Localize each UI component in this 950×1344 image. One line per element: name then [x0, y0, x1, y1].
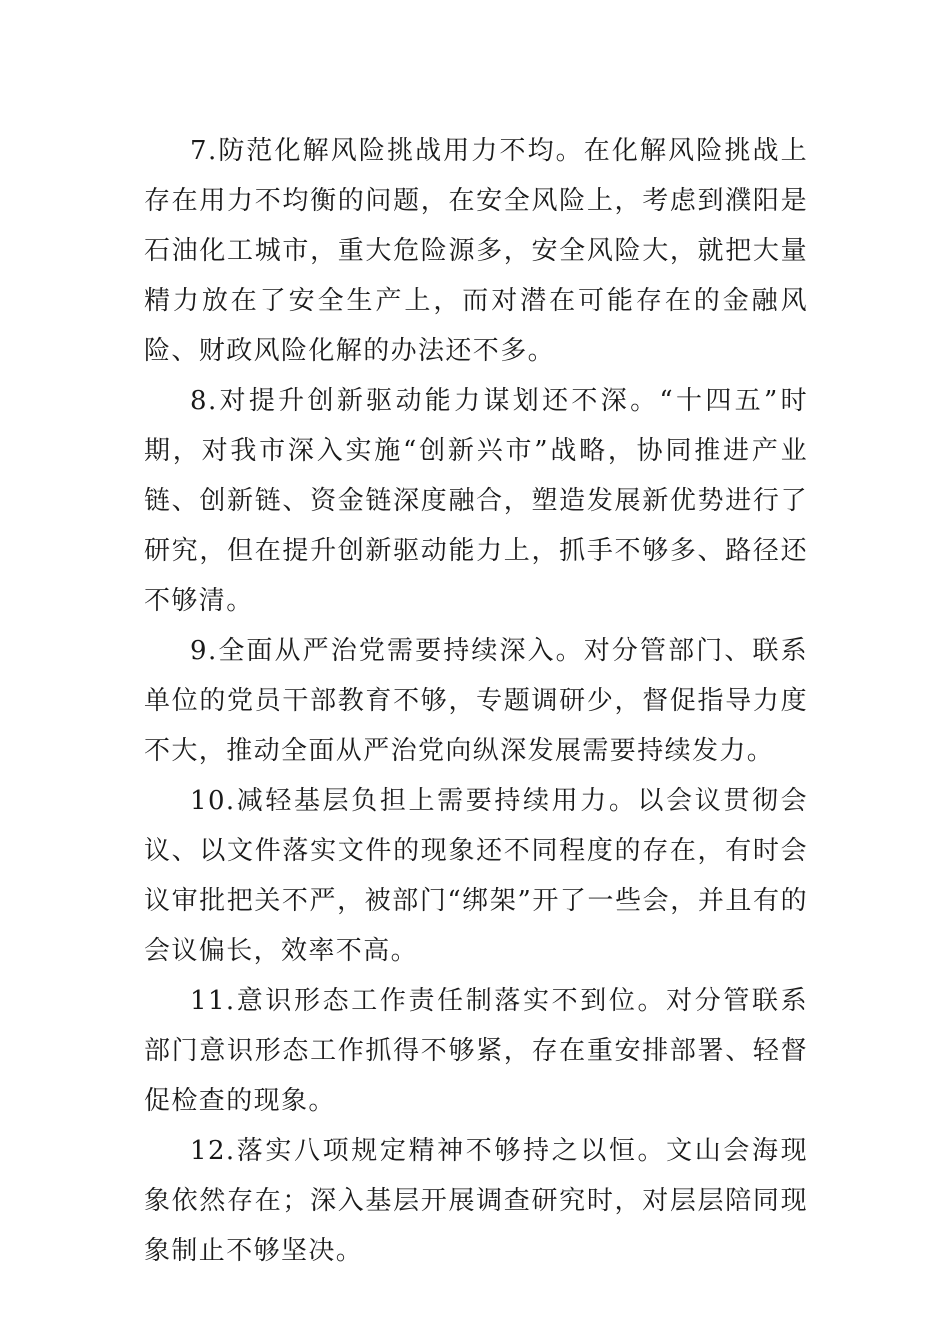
- paragraph-item-12: 12.落实八项规定精神不够持之以恒。文山会海现象依然存在；深入基层开展调查研究时，对层层陪同现象制止不够坚决。: [144, 1136, 808, 1266]
- paragraph-item-10: 10.减轻基层负担上需要持续用力。以会议贯彻会议、以文件落实文件的现象还不同程度的存在，有时会议审批把关不严，被部门“绑架”开了一些会，并且有的会议偏长，效率不高。: [144, 786, 808, 966]
- paragraph-item-11: 11.意识形态工作责任制落实不到位。对分管联系部门意识形态工作抓得不够紧，存在重安排部署、轻督促检查的现象。: [144, 986, 808, 1116]
- paragraph-item-7: 7.防范化解风险挑战用力不均。在化解风险挑战上存在用力不均衡的问题，在安全风险上，考虑到濮阳是石油化工城市，重大危险源多，安全风险大，就把大量精力放在了安全生产上，而对潜在可能存在的金融风险、财政风险化解的办法还不多。: [144, 136, 808, 366]
- paragraph-item-9: 9.全面从严治党需要持续深入。对分管部门、联系单位的党员干部教育不够，专题调研少，督促指导力度不大，推动全面从严治党向纵深发展需要持续发力。: [144, 636, 808, 766]
- document-body: [144, 126, 808, 1276]
- paragraph-item-8: 8.对提升创新驱动能力谋划还不深。“十四五”时期，对我市深入实施“创新兴市”战略，协同推进产业链、创新链、资金链深度融合，塑造发展新优势进行了研究，但在提升创新驱动能力上，抓手不够多、路径还不够清。: [144, 386, 808, 616]
